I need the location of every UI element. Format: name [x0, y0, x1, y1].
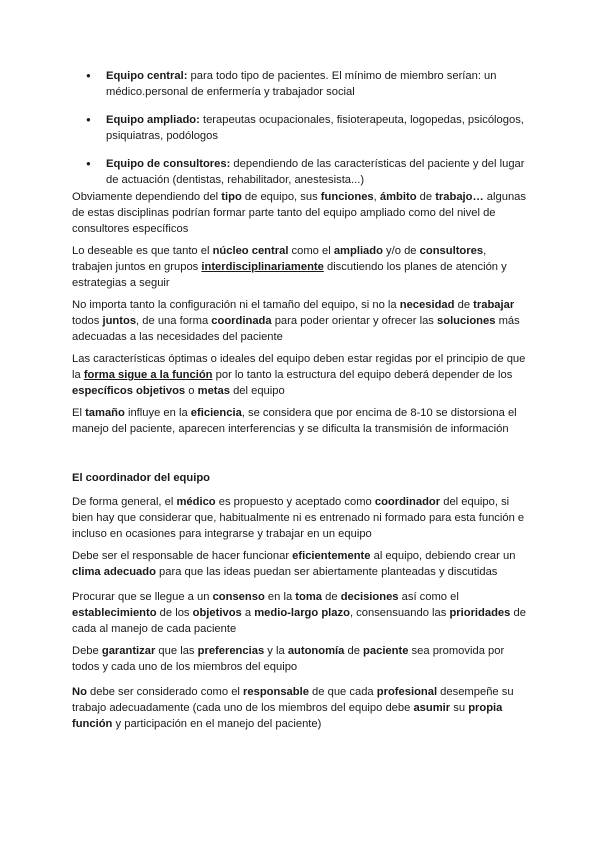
paragraph-coordination: No importa tanto la configuración ni el tamaño del equipo, si no la necesidad de trabajar todos juntos, de una forma coordinada para poder orientar y ofrecer las soluciones más adecuadas a las necesidades del paciente [72, 299, 520, 344]
paragraph-responsibility: No debe ser considerado como el responsable de que cada profesional desempeñe su trabajo adecuadamente (cada uno de los miembros del equipo debe asumir su propia función y participación en el manejo del paciente) [72, 686, 514, 731]
paragraph-climate: Debe ser el responsable de hacer funcionar eficientemente al equipo, debiendo crear un clima adecuado para que las ideas puedan ser abiertamente planteadas y discutidas [72, 550, 516, 579]
paragraph-interdisciplinary: Lo deseable es que tanto el núcleo central como el ampliado y/o de consultores, trabajen juntos en grupos interdisciplinariamente discutiendo los planes de atención y estrategias a seguir [72, 245, 507, 290]
paragraph-consensus: Procurar que se llegue a un consenso en la toma de decisiones así como el establecimiento de los objetivos a medio-largo plazo, consensuando las prioridades de cada al manejo de cada paciente [72, 591, 526, 636]
team-types-list [106, 68, 530, 201]
paragraph-team-size: El tamaño influye en la eficiencia, se considera que por encima de 8-10 se distorsiona el manejo del paciente, aparecen interferencias y se dificulta la transmisión de información [72, 407, 517, 436]
paragraph-team-type: Obviamente dependiendo del tipo de equipo, sus funciones, ámbito de trabajo… algunas de estas disciplinas podrían formar parte tanto del equipo ampliado como del nivel de consultores específicos [72, 191, 527, 236]
list-item: ● Equipo ampliado: terapeutas ocupacionales, fisioterapeuta, logopedas, psicólogos, psiquiatras, podólogos [106, 112, 530, 144]
paragraph-coordinator: De forma general, el médico es propuesto y aceptado como coordinador del equipo, si bien hay que considerar que, habitualmente ni es entrenado ni formado para esta función e incluso en ocasiones para integrarse y trabajar en un equipo [72, 496, 525, 541]
section-heading: El coordinador del equipo [72, 472, 210, 484]
paragraph-form-follows-function: Las características óptimas o ideales del equipo deben estar regidas por el principio de que la forma sigue a la función por lo tanto la estructura del equipo deberá depender de los específicos objetivos o metas del equipo [72, 353, 526, 398]
paragraph-autonomy: Debe garantizar que las preferencias y la autonomía de paciente sea promovida por todos y cada uno de los miembros del equipo [72, 645, 505, 674]
list-item: ● Equipo de consultores: dependiendo de las características del paciente y del lugar de actuación (dentistas, rehabilitador, anestesista...) [106, 156, 530, 188]
list-item: ● Equipo central: para todo tipo de pacientes. El mínimo de miembro serían: un médico.personal de enfermería y trabajador social [106, 68, 530, 100]
